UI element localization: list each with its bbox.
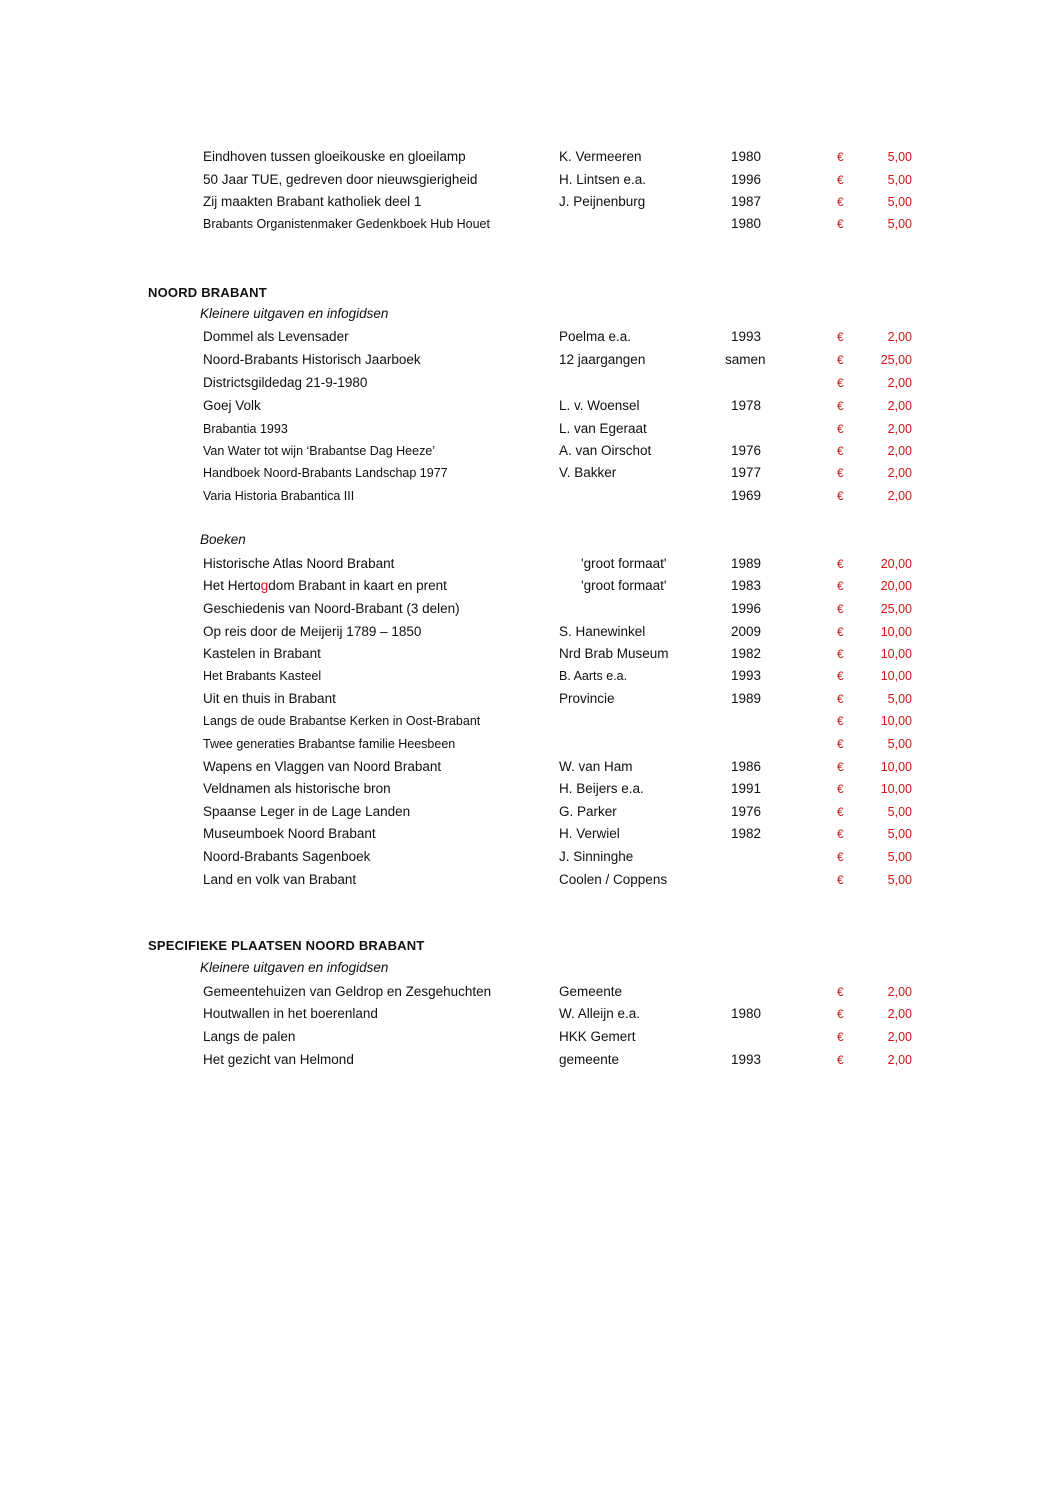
table-row xyxy=(0,981,1059,1003)
book-price: 2,00 xyxy=(887,1030,912,1044)
euro-sign: € xyxy=(837,602,844,616)
book-year: 1976 xyxy=(731,804,762,819)
table-row xyxy=(0,621,1059,643)
book-title: Van Water tot wijn ‘Brabantse Dag Heeze’ xyxy=(203,444,436,458)
book-author: B. Aarts e.a. xyxy=(559,669,628,683)
book-price: 2,00 xyxy=(887,1007,912,1021)
book-price: 5,00 xyxy=(887,217,912,231)
book-price: 5,00 xyxy=(887,173,912,187)
table-row xyxy=(0,326,1059,348)
section-title: SPECIFIEKE PLAATSEN NOORD BRABANT xyxy=(148,938,425,953)
book-price: 2,00 xyxy=(887,330,912,344)
book-title: Het gezicht van Helmond xyxy=(203,1052,354,1067)
book-price: 5,00 xyxy=(887,873,912,887)
book-year: 1993 xyxy=(731,668,762,683)
euro-sign: € xyxy=(837,1053,844,1067)
book-author: H. Verwiel xyxy=(559,826,620,841)
book-title-part: Het Herto xyxy=(203,578,261,593)
book-year: 1978 xyxy=(731,398,762,413)
table-row xyxy=(0,801,1059,823)
table-row xyxy=(0,643,1059,665)
book-title: Spaanse Leger in de Lage Landen xyxy=(203,804,411,819)
book-year: 1980 xyxy=(731,149,762,164)
book-year: 1991 xyxy=(731,781,762,796)
table-row xyxy=(0,372,1059,394)
euro-sign: € xyxy=(837,669,844,683)
book-title: Noord-Brabants Historisch Jaarboek xyxy=(203,352,421,367)
book-price: 25,00 xyxy=(880,602,912,616)
book-title: Op reis door de Meijerij 1789 – 1850 xyxy=(203,624,422,639)
euro-sign: € xyxy=(837,173,844,187)
table-row xyxy=(0,462,1059,484)
euro-sign: € xyxy=(837,399,844,413)
euro-sign: € xyxy=(837,353,844,367)
book-price: 2,00 xyxy=(887,985,912,999)
euro-sign: € xyxy=(837,625,844,639)
book-author: Nrd Brab Museum xyxy=(559,646,669,661)
book-author: S. Hanewinkel xyxy=(559,624,646,639)
book-author: H. Beijers e.a. xyxy=(559,781,644,796)
book-year: 1976 xyxy=(731,443,762,458)
book-title: 50 Jaar TUE, gedreven door nieuwsgierigheid xyxy=(203,172,478,187)
table-row xyxy=(0,598,1059,620)
book-price: 10,00 xyxy=(880,669,912,683)
table-row xyxy=(0,440,1059,462)
book-title: Houtwallen in het boerenland xyxy=(203,1006,378,1021)
book-price: 2,00 xyxy=(887,422,912,436)
euro-sign: € xyxy=(837,217,844,231)
euro-sign: € xyxy=(837,714,844,728)
book-author: V. Bakker xyxy=(559,465,617,480)
table-row xyxy=(0,575,1059,597)
book-price: 2,00 xyxy=(887,489,912,503)
euro-sign: € xyxy=(837,466,844,480)
book-title: Districtsgildedag 21-9-1980 xyxy=(203,375,368,390)
euro-sign: € xyxy=(837,737,844,751)
book-title: Gemeentehuizen van Geldrop en Zesgehuchten xyxy=(203,984,492,999)
book-price: 2,00 xyxy=(887,444,912,458)
book-author: L. van Egeraat xyxy=(559,421,647,436)
book-author: 'groot formaat' xyxy=(581,578,667,593)
book-price: 2,00 xyxy=(887,376,912,390)
book-price: 10,00 xyxy=(880,714,912,728)
table-row xyxy=(0,1026,1059,1048)
book-title: Historische Atlas Noord Brabant xyxy=(203,556,395,571)
book-year: 1993 xyxy=(731,1052,762,1067)
euro-sign: € xyxy=(837,827,844,841)
book-title: Uit en thuis in Brabant xyxy=(203,691,336,706)
book-author: Poelma e.a. xyxy=(559,329,632,344)
book-price: 25,00 xyxy=(880,353,912,367)
book-author: gemeente xyxy=(559,1052,620,1067)
section-title: NOORD BRABANT xyxy=(148,285,267,300)
book-year: 1983 xyxy=(731,578,762,593)
book-author: A. van Oirschot xyxy=(559,443,652,458)
euro-sign: € xyxy=(837,850,844,864)
book-author: J. Peijnenburg xyxy=(559,194,646,209)
subsection-title: Kleinere uitgaven en infogidsen xyxy=(200,960,389,975)
book-title: Brabantia 1993 xyxy=(203,422,288,436)
book-title: Museumboek Noord Brabant xyxy=(203,826,376,841)
book-year: 1987 xyxy=(731,194,762,209)
book-price: 2,00 xyxy=(887,399,912,413)
book-price: 5,00 xyxy=(887,737,912,751)
book-price: 10,00 xyxy=(880,782,912,796)
book-title xyxy=(203,575,447,597)
book-title: Het Brabants Kasteel xyxy=(203,669,322,683)
book-title: Langs de oude Brabantse Kerken in Oost-Brabant xyxy=(203,714,481,728)
table-row xyxy=(0,733,1059,755)
subsection-title: Kleinere uitgaven en infogidsen xyxy=(200,306,389,321)
book-year: 1993 xyxy=(731,329,762,344)
table-row xyxy=(0,710,1059,732)
book-title: Land en volk van Brabant xyxy=(203,872,357,887)
book-price: 10,00 xyxy=(880,647,912,661)
book-title: Geschiedenis van Noord-Brabant (3 delen) xyxy=(203,601,460,616)
euro-sign: € xyxy=(837,692,844,706)
book-year: 2009 xyxy=(731,624,762,639)
book-title: Eindhoven tussen gloeikouske en gloeilamp xyxy=(203,149,466,164)
book-author: Gemeente xyxy=(559,984,623,999)
book-author: W. van Ham xyxy=(559,759,633,774)
book-title: Goej Volk xyxy=(203,398,261,413)
book-author: W. Alleijn e.a. xyxy=(559,1006,641,1021)
book-author: Coolen / Coppens xyxy=(559,872,668,887)
book-year: 1982 xyxy=(731,646,762,661)
book-title: Wapens en Vlaggen van Noord Brabant xyxy=(203,759,442,774)
table-row xyxy=(0,823,1059,845)
book-price: 5,00 xyxy=(887,805,912,819)
euro-sign: € xyxy=(837,1030,844,1044)
table-row xyxy=(0,778,1059,800)
table-row xyxy=(0,191,1059,213)
book-author: K. Vermeeren xyxy=(559,149,642,164)
euro-sign: € xyxy=(837,1007,844,1021)
book-year: 1996 xyxy=(731,601,762,616)
book-title: Brabants Organistenmaker Gedenkboek Hub Houet xyxy=(203,217,490,231)
euro-sign: € xyxy=(837,444,844,458)
book-author: 'groot formaat' xyxy=(581,556,667,571)
book-year: 1989 xyxy=(731,556,762,571)
table-row xyxy=(0,1049,1059,1071)
euro-sign: € xyxy=(837,873,844,887)
subsection-title: Boeken xyxy=(200,532,246,547)
table-row xyxy=(0,553,1059,575)
table-row xyxy=(0,846,1059,868)
euro-sign: € xyxy=(837,782,844,796)
table-row xyxy=(0,665,1059,687)
book-year: samen xyxy=(725,352,766,367)
book-year: 1989 xyxy=(731,691,762,706)
euro-sign: € xyxy=(837,805,844,819)
book-year: 1982 xyxy=(731,826,762,841)
euro-sign: € xyxy=(837,557,844,571)
euro-sign: € xyxy=(837,647,844,661)
book-price: 5,00 xyxy=(887,692,912,706)
book-price: 2,00 xyxy=(887,1053,912,1067)
table-row xyxy=(0,418,1059,440)
euro-sign: € xyxy=(837,760,844,774)
book-author: Provincie xyxy=(559,691,615,706)
book-price: 10,00 xyxy=(880,625,912,639)
book-title-part: dom Brabant in kaart en prent xyxy=(268,578,447,593)
book-year: 1986 xyxy=(731,759,762,774)
book-author: J. Sinninghe xyxy=(559,849,634,864)
book-price: 20,00 xyxy=(880,579,912,593)
table-row xyxy=(0,213,1059,235)
euro-sign: € xyxy=(837,489,844,503)
book-year: 1996 xyxy=(731,172,762,187)
book-price: 5,00 xyxy=(887,827,912,841)
book-author: 12 jaargangen xyxy=(559,352,646,367)
table-row xyxy=(0,169,1059,191)
book-title: Twee generaties Brabantse familie Heesbeen xyxy=(203,737,456,751)
table-row xyxy=(0,485,1059,507)
table-row xyxy=(0,395,1059,417)
table-row xyxy=(0,146,1059,168)
euro-sign: € xyxy=(837,195,844,209)
book-author: H. Lintsen e.a. xyxy=(559,172,647,187)
book-year: 1977 xyxy=(731,465,762,480)
table-row xyxy=(0,869,1059,891)
book-title: Kastelen in Brabant xyxy=(203,646,321,661)
book-title: Varia Historia Brabantica III xyxy=(203,489,355,503)
table-row xyxy=(0,349,1059,371)
book-title: Langs de palen xyxy=(203,1029,296,1044)
euro-sign: € xyxy=(837,330,844,344)
book-price: 5,00 xyxy=(887,195,912,209)
book-title: Veldnamen als historische bron xyxy=(203,781,391,796)
highlighted-letter: g xyxy=(260,578,269,593)
book-year: 1980 xyxy=(731,216,762,231)
table-row xyxy=(0,688,1059,710)
book-price: 5,00 xyxy=(887,850,912,864)
book-price: 2,00 xyxy=(887,466,912,480)
book-title: Handboek Noord-Brabants Landschap 1977 xyxy=(203,466,448,480)
book-author: L. v. Woensel xyxy=(559,398,640,413)
book-price: 10,00 xyxy=(880,760,912,774)
book-year: 1980 xyxy=(731,1006,762,1021)
book-price: 5,00 xyxy=(887,150,912,164)
euro-sign: € xyxy=(837,985,844,999)
euro-sign: € xyxy=(837,422,844,436)
book-year: 1969 xyxy=(731,488,762,503)
book-title: Zij maakten Brabant katholiek deel 1 xyxy=(203,194,422,209)
book-price: 20,00 xyxy=(880,557,912,571)
euro-sign: € xyxy=(837,150,844,164)
table-row xyxy=(0,756,1059,778)
book-author: HKK Gemert xyxy=(559,1029,636,1044)
euro-sign: € xyxy=(837,579,844,593)
book-author: G. Parker xyxy=(559,804,617,819)
book-title: Dommel als Levensader xyxy=(203,329,349,344)
book-title: Noord-Brabants Sagenboek xyxy=(203,849,371,864)
table-row xyxy=(0,1003,1059,1025)
euro-sign: € xyxy=(837,376,844,390)
